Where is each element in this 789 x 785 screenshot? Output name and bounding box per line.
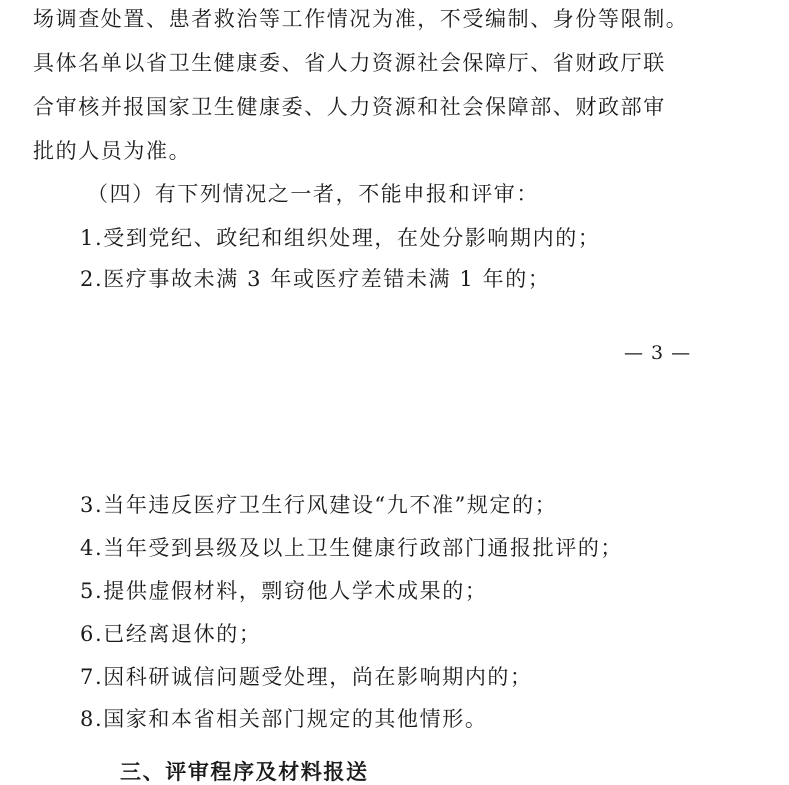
list-item: 6.已经离退休的； bbox=[80, 622, 262, 646]
next-section-heading: 三、评审程序及材料报送 bbox=[120, 759, 369, 784]
list-item: 2.医疗事故未满 3 年或医疗差错未满 1 年的； bbox=[80, 267, 551, 291]
list-item: 5.提供虚假材料，剽窃他人学术成果的； bbox=[80, 579, 488, 603]
list-item: 3.当年违反医疗卫生行风建设“九不准”规定的； bbox=[80, 493, 558, 517]
section-heading: （四）有下列情况之一者，不能申报和评审： bbox=[87, 182, 539, 206]
page-number: — 3 — bbox=[624, 342, 692, 364]
paragraph-line: 合审核并报国家卫生健康委、人力资源和社会保障部、财政部审 bbox=[33, 95, 666, 119]
list-item: 1.受到党纪、政纪和组织处理，在处分影响期内的； bbox=[80, 226, 601, 250]
paragraph-line: 场调查处置、患者救治等工作情况为准，不受编制、身份等限制。 bbox=[33, 7, 689, 31]
paragraph-line: 批的人员为准。 bbox=[33, 139, 192, 163]
list-item: 4.当年受到县级及以上卫生健康行政部门通报批评的； bbox=[80, 536, 624, 560]
paragraph-line: 具体名单以省卫生健康委、省人力资源社会保障厅、省财政厅联 bbox=[33, 51, 666, 75]
list-item: 7.因科研诚信问题受处理，尚在影响期内的； bbox=[80, 665, 533, 689]
page-break bbox=[0, 388, 789, 462]
list-item: 8.国家和本省相关部门规定的其他情形。 bbox=[80, 707, 488, 731]
